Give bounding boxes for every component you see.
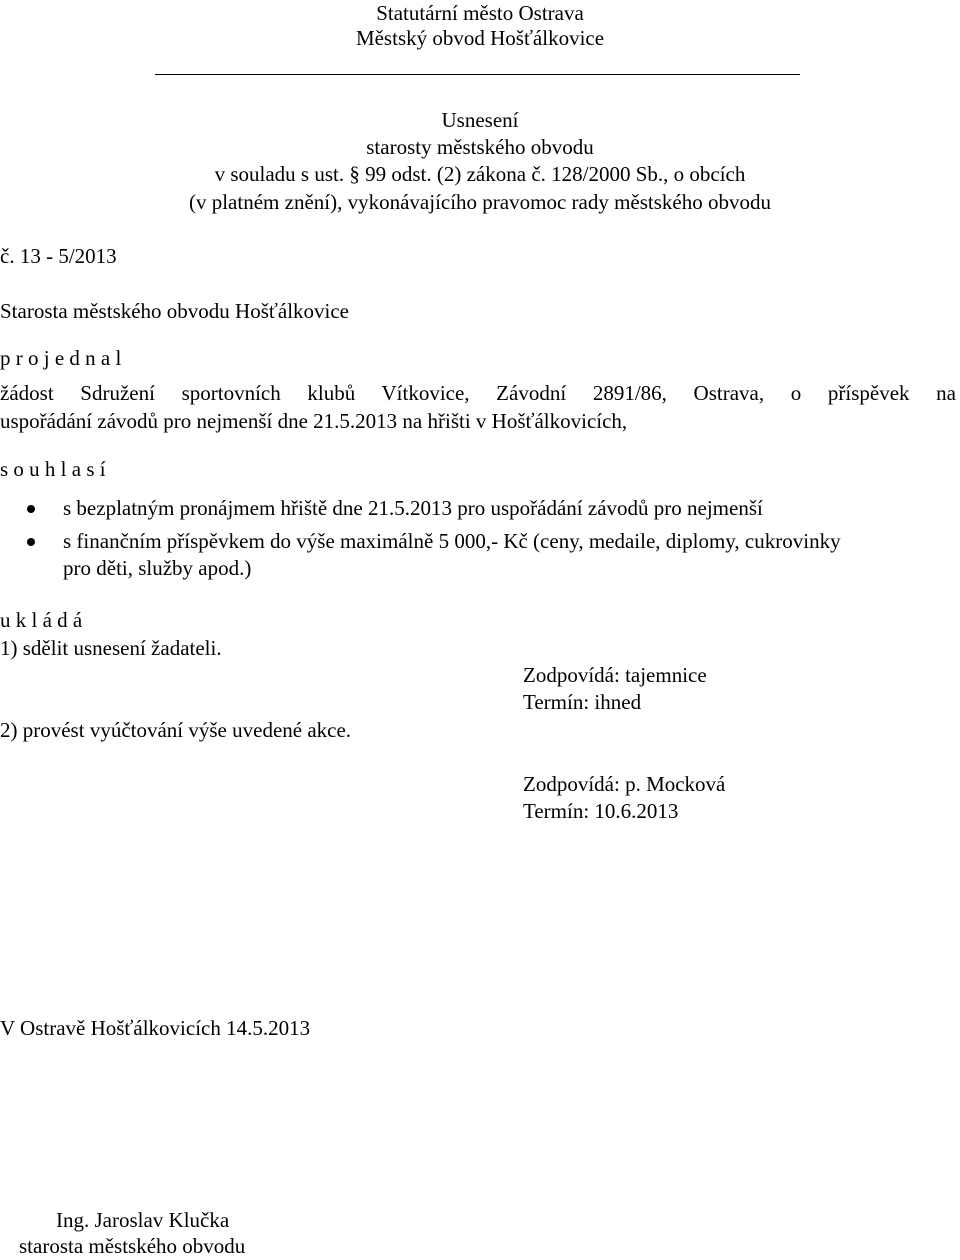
task-2-responsible: Zodpovídá: p. Mocková	[523, 772, 726, 796]
agrees-heading: s o u h l a s í	[0, 457, 106, 481]
task-2-deadline: Termín: 10.6.2013	[523, 799, 679, 823]
task-1-responsible: Zodpovídá: tajemnice	[523, 663, 707, 687]
agrees-item-2-line-1: s finančním příspěvkem do výše maximálně 5 000,- Kč (ceny, medaile, diplomy, cukrovinky	[63, 529, 841, 553]
header-district: Městský obvod Hošťálkovice	[355, 26, 605, 50]
task-1-deadline: Termín: ihned	[523, 690, 642, 714]
discussed-heading: p r o j e d n a l	[0, 346, 122, 370]
assigns-heading: u k l á d á	[0, 608, 83, 632]
bullet-icon	[27, 505, 35, 513]
task-2-text: 2) provést vyúčtování výše uvedené akce.	[0, 718, 352, 742]
discussed-line-2: uspořádání závodů pro nejmenší dne 21.5.2013 na hřišti v Hošťálkovicích,	[0, 409, 628, 433]
resolution-issuer: Starosta městského obvodu Hošťálkovice	[0, 299, 350, 323]
resolution-subtitle-3: (v platném znění), vykonávajícího pravomoc rady městského obvodu	[188, 190, 771, 214]
bullet-icon	[27, 538, 35, 546]
agrees-item-1: s bezplatným pronájmem hřiště dne 21.5.2013 pro uspořádání závodů pro nejmenší	[63, 496, 763, 520]
resolution-subtitle-2: v souladu s ust. § 99 odst. (2) zákona č. 128/2000 Sb., o obcích	[214, 162, 746, 186]
resolution-subtitle-1: starosty městského obvodu	[366, 135, 594, 159]
agrees-item-2-line-2: pro děti, služby apod.)	[63, 556, 252, 580]
discussed-line-1: žádost Sdružení sportovních klubů Vítkovice, Závodní 2891/86, Ostrava, o příspěvek na	[0, 381, 956, 405]
signatory-name: Ing. Jaroslav Klučka	[56, 1208, 230, 1232]
task-1-text: 1) sdělit usnesení žadateli.	[0, 636, 222, 660]
resolution-title: Usnesení	[441, 108, 519, 132]
header-divider	[155, 74, 800, 75]
header-city: Statutární město Ostrava	[376, 1, 584, 25]
signatory-title: starosta městského obvodu	[19, 1234, 246, 1258]
place-date: V Ostravě Hošťálkovicích 14.5.2013	[0, 1016, 311, 1040]
resolution-number: č. 13 - 5/2013	[0, 244, 117, 268]
